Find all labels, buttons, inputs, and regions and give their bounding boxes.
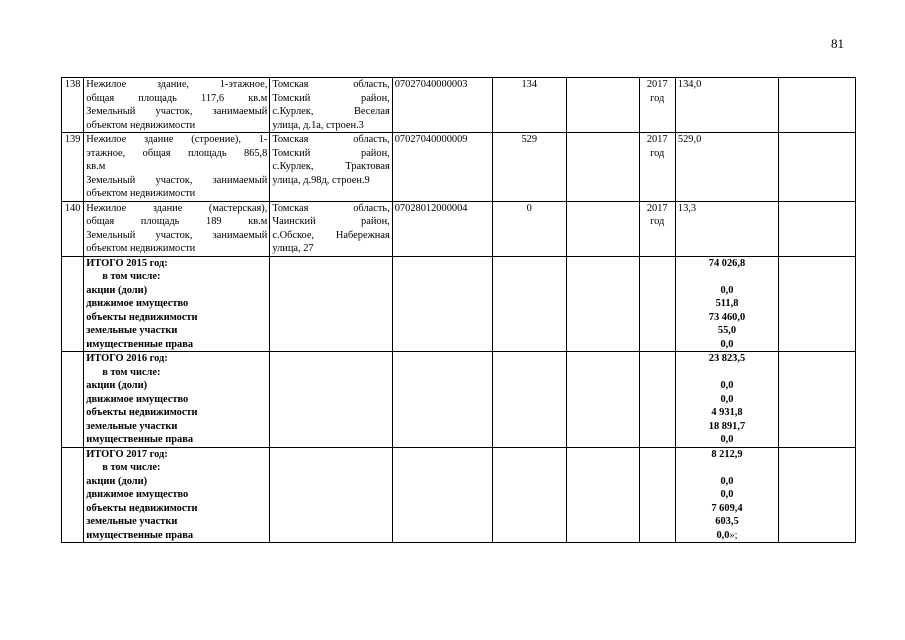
empty-cell bbox=[62, 256, 84, 352]
total-labels bbox=[84, 352, 270, 448]
row-number: 138 bbox=[62, 78, 84, 133]
total-item-value bbox=[678, 311, 776, 325]
total-values bbox=[675, 447, 778, 543]
total-subtitle: в том числе: bbox=[102, 366, 161, 378]
total-item-value bbox=[678, 393, 776, 407]
empty-cell bbox=[779, 447, 856, 543]
total-item-label: имущественные права bbox=[86, 529, 194, 541]
quantity: 0 bbox=[492, 201, 566, 256]
total-item-label: объекты недвижимости bbox=[86, 311, 198, 323]
total-item-label: акции (доли) bbox=[86, 284, 148, 296]
cell-line: объектом недвижимости bbox=[86, 188, 196, 199]
empty-cell bbox=[270, 352, 392, 448]
total-row bbox=[62, 352, 856, 448]
empty-cell bbox=[392, 447, 492, 543]
amount: 13,3 bbox=[675, 201, 778, 256]
cell-line: Земельный участок, занимаемый bbox=[86, 174, 268, 186]
value-text: 603,5 bbox=[715, 516, 739, 527]
cell-line: с.Курлек, Веселая bbox=[272, 106, 390, 117]
total-item-label: земельные участки bbox=[86, 325, 178, 336]
total-item-label: объекты недвижимости bbox=[86, 502, 198, 514]
amount: 529,0 bbox=[675, 133, 778, 202]
total-item-label: земельные участки bbox=[86, 420, 178, 432]
total-item-label: акции (доли) bbox=[86, 475, 148, 487]
cadastral-number: 07027040000003 bbox=[392, 78, 492, 133]
total-row bbox=[62, 447, 856, 543]
cell-line: улица, д.98д, строен.9 bbox=[272, 174, 370, 186]
total-sum: 8 212,9 bbox=[711, 448, 743, 460]
cell-line: этажное, общая площадь 865,8 bbox=[86, 147, 268, 159]
total-item-value bbox=[678, 502, 776, 516]
object-name bbox=[84, 133, 270, 202]
empty-cell bbox=[779, 256, 856, 352]
value-text: 0,0 bbox=[716, 529, 730, 541]
total-item-value bbox=[678, 297, 776, 311]
empty-cell bbox=[639, 447, 675, 543]
table-row bbox=[62, 78, 856, 133]
empty-cell bbox=[492, 447, 566, 543]
empty-cell bbox=[62, 447, 84, 543]
empty-cell bbox=[779, 352, 856, 448]
cell-line: улица, д.1а, строен.3 bbox=[272, 119, 364, 131]
empty-cell bbox=[639, 352, 675, 448]
object-address bbox=[270, 133, 392, 202]
cell-line: Томский район, bbox=[272, 147, 390, 159]
total-values bbox=[675, 256, 778, 352]
empty-cell bbox=[779, 133, 856, 202]
empty-cell bbox=[566, 201, 639, 256]
quantity: 529 bbox=[492, 133, 566, 202]
cell-line: Земельный участок, занимаемый bbox=[86, 229, 268, 241]
table-row bbox=[62, 201, 856, 256]
total-item-label: имущественные права bbox=[86, 338, 194, 350]
total-title: ИТОГО 2015 год: bbox=[86, 257, 168, 269]
object-address bbox=[270, 78, 392, 133]
empty-cell bbox=[270, 447, 392, 543]
value-text: 511,8 bbox=[715, 298, 739, 309]
value-text: 0,0 bbox=[720, 393, 734, 405]
value-text: 0,0 bbox=[720, 475, 734, 487]
value-text: 4 931,8 bbox=[711, 407, 743, 418]
total-item-label: объекты недвижимости bbox=[86, 407, 198, 418]
value-text: 7 609,4 bbox=[711, 502, 743, 514]
cell-line: Чаинский район, bbox=[272, 216, 390, 227]
total-sum: 74 026,8 bbox=[708, 257, 746, 269]
year bbox=[639, 78, 675, 133]
empty-cell bbox=[639, 256, 675, 352]
total-labels bbox=[84, 256, 270, 352]
cell-line: Томский район, bbox=[272, 92, 390, 104]
value-text: 0,0 bbox=[720, 434, 734, 445]
year-line: 2017 bbox=[646, 134, 668, 145]
cell-line: объектом недвижимости bbox=[86, 119, 196, 131]
year-line: 2017 bbox=[646, 202, 668, 214]
total-title: ИТОГО 2017 год: bbox=[86, 448, 168, 460]
cell-line: кв.м bbox=[86, 161, 106, 172]
empty-cell bbox=[62, 352, 84, 448]
cell-line: Нежилое здание (мастерская), bbox=[86, 202, 268, 214]
cell-line: Нежилое здание, 1-этажное, bbox=[86, 79, 268, 90]
cell-line: Нежилое здание (строение), 1- bbox=[86, 134, 268, 145]
empty-cell bbox=[492, 256, 566, 352]
cadastral-number: 07028012000004 bbox=[392, 201, 492, 256]
cadastral-number: 07027040000009 bbox=[392, 133, 492, 202]
total-item-value bbox=[678, 488, 776, 502]
spacer bbox=[678, 366, 776, 380]
value-text: 0,0 bbox=[720, 489, 734, 500]
cell-line: с.Курлек, Трактовая bbox=[272, 161, 390, 172]
amount: 134,0 bbox=[675, 78, 778, 133]
year-line: год bbox=[650, 216, 665, 227]
value-text: 18 891,7 bbox=[708, 420, 746, 432]
total-title: ИТОГО 2016 год: bbox=[86, 353, 168, 364]
cell-line: общая площадь 189 кв.м bbox=[86, 216, 268, 227]
total-item-label: акции (доли) bbox=[86, 380, 148, 391]
total-row bbox=[62, 256, 856, 352]
year bbox=[639, 201, 675, 256]
total-values bbox=[675, 352, 778, 448]
empty-cell bbox=[566, 352, 639, 448]
total-item-value bbox=[678, 529, 776, 543]
property-register-table bbox=[61, 77, 856, 543]
table-row bbox=[62, 133, 856, 202]
spacer bbox=[678, 270, 776, 284]
year bbox=[639, 133, 675, 202]
value-text: 73 460,0 bbox=[708, 311, 746, 323]
object-name bbox=[84, 78, 270, 133]
empty-cell bbox=[566, 78, 639, 133]
year-line: 2017 bbox=[646, 79, 668, 90]
quantity: 134 bbox=[492, 78, 566, 133]
value-text: 55,0 bbox=[717, 325, 737, 336]
cell-line: общая площадь 117,6 кв.м bbox=[86, 92, 268, 104]
cell-line: Томская область, bbox=[272, 79, 390, 90]
total-item-label: имущественные права bbox=[86, 434, 194, 445]
spacer bbox=[678, 461, 776, 475]
empty-cell bbox=[492, 352, 566, 448]
cell-line: Томская область, bbox=[272, 202, 390, 214]
empty-cell bbox=[270, 256, 392, 352]
total-item-value bbox=[678, 338, 776, 352]
empty-cell bbox=[392, 256, 492, 352]
total-item-label: движимое имущество bbox=[86, 298, 189, 309]
total-item-value bbox=[678, 379, 776, 393]
cell-line: улица, 27 bbox=[272, 243, 314, 254]
total-item-value bbox=[678, 433, 776, 447]
row-number: 139 bbox=[62, 133, 84, 202]
empty-cell bbox=[779, 201, 856, 256]
year-line: год bbox=[650, 147, 665, 159]
cell-line: Земельный участок, занимаемый bbox=[86, 106, 268, 117]
value-text: 0,0 bbox=[720, 380, 734, 391]
closing-quote: »; bbox=[729, 529, 738, 541]
total-labels bbox=[84, 447, 270, 543]
empty-cell bbox=[566, 133, 639, 202]
year-line: год bbox=[650, 92, 665, 104]
total-item-value bbox=[678, 406, 776, 420]
total-sum: 23 823,5 bbox=[708, 353, 746, 364]
total-item-label: движимое имущество bbox=[86, 393, 189, 405]
total-subtitle: в том числе: bbox=[102, 462, 161, 473]
empty-cell bbox=[779, 78, 856, 133]
cell-line: с.Обское, Набережная bbox=[272, 229, 390, 241]
total-item-value bbox=[678, 515, 776, 529]
total-subtitle: в том числе: bbox=[102, 271, 161, 282]
value-text: 0,0 bbox=[720, 338, 734, 350]
cell-line: объектом недвижимости bbox=[86, 243, 196, 254]
value-text: 0,0 bbox=[720, 284, 734, 296]
total-item-label: движимое имущество bbox=[86, 489, 189, 500]
total-item-value bbox=[678, 324, 776, 338]
row-number: 140 bbox=[62, 201, 84, 256]
object-name bbox=[84, 201, 270, 256]
total-item-value bbox=[678, 420, 776, 434]
empty-cell bbox=[392, 352, 492, 448]
empty-cell bbox=[566, 447, 639, 543]
object-address bbox=[270, 201, 392, 256]
total-item-value bbox=[678, 284, 776, 298]
total-item-value bbox=[678, 475, 776, 489]
total-item-label: земельные участки bbox=[86, 516, 178, 527]
empty-cell bbox=[566, 256, 639, 352]
page-number: 81 bbox=[831, 36, 844, 51]
cell-line: Томская область, bbox=[272, 134, 390, 145]
